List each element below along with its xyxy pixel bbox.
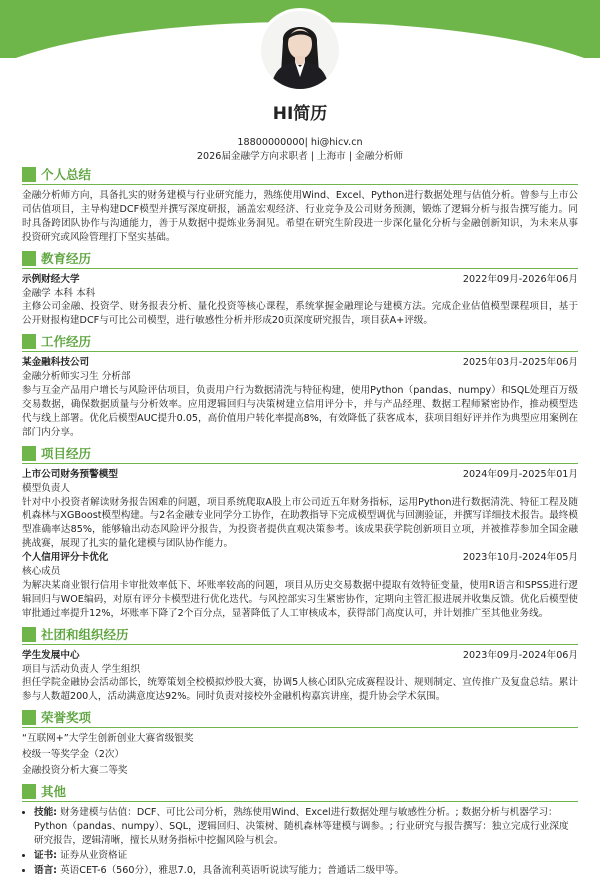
- work-entry: [22, 356, 578, 439]
- section-marker: [22, 784, 36, 799]
- item-label: 技能:: [34, 807, 58, 818]
- entry-subtitle: 金融学 本科 本科: [22, 287, 96, 299]
- entry-date: 2022年09月-2026年06月: [462, 273, 578, 285]
- avatar: [261, 11, 339, 89]
- section-marker: [22, 446, 36, 461]
- list-item: [34, 849, 578, 863]
- item-text: 财务建模与估值：DCF、可比公司分析，熟练使用Wind、Excel进行数据处理与敏感性分析。; 数据分析与机器学习：Python（pandas、numpy）、SQL，逻辑回归、决策树、随机森林等建模与调参。; 行业研究与报告撰写：独立完成行业深度研究报告，逻辑清晰，擅长从财务指标中挖掘风险与机会。: [34, 807, 569, 846]
- section-title: 工作经历: [41, 334, 92, 350]
- separator: |: [304, 137, 311, 148]
- honor-item: 金融投资分析大赛二等奖: [22, 765, 128, 777]
- entry-subtitle: 项目与活动负责人 学生组织: [22, 663, 141, 675]
- contact-line: [0, 136, 600, 150]
- entry-date: 2023年09月-2024年06月: [462, 649, 578, 661]
- section-header: [22, 626, 578, 645]
- section-header: [22, 250, 578, 269]
- entry-org: 示例财经大学: [22, 273, 80, 285]
- section-summary: [22, 166, 578, 245]
- campus-entry: [22, 649, 578, 705]
- section-header: [22, 166, 578, 185]
- section-marker: [22, 710, 36, 725]
- section-title: 教育经历: [41, 250, 92, 266]
- entry-header: [22, 649, 578, 663]
- item-text: 证券从业资格证: [60, 849, 128, 861]
- summary-text: 金融分析师方向，具备扎实的财务建模与行业研究能力，熟练使用Wind、Excel、Python进行数据处理与估值分析。曾参与上市公司估值项目，主导构建DCF模型并撰写深度研报，涵盖宏观经济、行业竞争及公司财务预测，锻炼了逻辑分析与报告撰写能力。同时具备跨团队协作与沟通能力，善于从数据中提炼业务洞见。希望在研究生阶段进一步深化量化分析与金融创新知识，为未来从事投资研究或风险管理打下坚实基础。: [22, 190, 578, 243]
- resume-body: [22, 166, 578, 883]
- entry-date: 2025年03月-2025年06月: [462, 357, 578, 369]
- entry-header: [22, 356, 578, 370]
- entry-org: 个人信用评分卡优化: [22, 552, 109, 564]
- entry-description: 针对中小投资者解读财务报告困难的问题，项目系统爬取A股上市公司近五年财务指标，运用Python进行数据清洗、特征工程及随机森林与XGBoost模型构建。与2名金融专业同学分工协作，在助教指导下完成模型调优与回测验证，并撰写详细技术报告。最终模型准确率达85%，能够输出动态风险评分报告，为投资者提供直观决策参考。该成果获学院创新项目立项，并被推荐参加全国金融挑战赛，展现了扎实的量化建模与团队协作能力。: [22, 496, 578, 550]
- entry-header: [22, 468, 578, 482]
- section-header: [22, 783, 578, 802]
- item-text: 英语CET-6（560分），雅思7.0，具备流利英语听说读写能力；普通话二级甲等。: [60, 864, 404, 876]
- section-campus: [22, 626, 578, 705]
- section-header: [22, 709, 578, 728]
- section-title: 个人总结: [41, 167, 92, 182]
- entry-description: 担任学院金融协会活动部长，统筹策划全校模拟炒股大赛，协调5人核心团队完成赛程设计、规则制定、宣传推广及复盘总结。累计参与人数超200人，活动满意度达92%。同时负责对接校外金融机构嘉宾讲座，提升协会学术氛围。: [22, 677, 578, 703]
- email-link[interactable]: hi@hicv.cn: [310, 137, 363, 148]
- section-marker: [22, 251, 36, 266]
- item-label: 语言:: [34, 864, 58, 876]
- entry-subtitle: 模型负责人: [22, 482, 70, 494]
- honor-item: 校级一等奖学金（2次）: [22, 749, 125, 761]
- entry-org: 学生发展中心: [22, 649, 80, 661]
- entry-org: 上市公司财务预警模型: [22, 468, 118, 480]
- project-entry: [22, 468, 578, 551]
- avatar-photo: [261, 11, 339, 89]
- section-work: [22, 333, 578, 439]
- section-other: [22, 783, 578, 878]
- section-title: 其他: [41, 784, 67, 799]
- phone-text: 18800000000: [237, 137, 305, 148]
- entry-org: 某金融科技公司: [22, 357, 90, 369]
- resume-name: HI简历: [272, 104, 328, 124]
- section-marker: [22, 334, 36, 349]
- section-header: [22, 333, 578, 352]
- entry-date: 2023年10月-2024年05月: [462, 552, 578, 564]
- section-title: 社团和组织经历: [41, 626, 129, 642]
- section-title: 项目经历: [41, 445, 92, 461]
- entry-date: 2024年09月-2025年01月: [462, 468, 578, 480]
- section-marker: [22, 627, 36, 642]
- entry-header: [22, 273, 578, 287]
- entry-subtitle: 金融分析师实习生 分析部: [22, 371, 131, 383]
- entry-description: 为解决某商业银行信用卡审批效率低下、坏账率较高的问题，项目从历史交易数据中提取有效特征变量，使用R语言和SPSS进行逻辑回归与WOE编码，对原有评分卡模型进行优化迭代。与风控部实习生紧密协作，定期向主管汇报进展并收集反馈。优化后模型使审批通过率提升12%，坏账率下降了2个百分点，显著降低了人工审核成本，获得部门高度认可，并计划推广至其他业务线。: [22, 579, 578, 619]
- section-education: [22, 250, 578, 329]
- section-header: [22, 445, 578, 464]
- meta-line: 2026届金融学方向求职者 | 上海市 | 金融分析师: [196, 151, 404, 163]
- entry-description: 参与互金产品用户增长与风险评估项目，负责用户行为数据清洗与特征构建，使用Python（pandas、numpy）和SQL处理百万级交易数据，确保数据质量与分析效率。应用逻辑回归与决策树建立信用评分卡，并与产品经理、数据工程师紧密协作，推动模型迭代与线上部署。优化后模型AUC提升0.05，高价值用户转化率提高8%，有效降低了获客成本，获项目组好评并作为典型应用案例在部门内分享。: [22, 385, 578, 438]
- other-list: [22, 806, 578, 878]
- section-projects: [22, 445, 578, 621]
- entry-description: 主修公司金融、投资学、财务报表分析、量化投资等核心课程，系统掌握金融理论与建模方法。完成企业估值模型课程项目，基于公开财报构建DCF与可比公司模型，进行敏感性分析并形成20页深度研究报告，项目获A+评级。: [22, 301, 578, 327]
- contact-block: [0, 136, 600, 165]
- section-honors: [22, 709, 578, 778]
- item-label: 证书:: [34, 849, 58, 861]
- education-entry: [22, 273, 578, 329]
- list-item: [34, 806, 578, 848]
- project-entry: [22, 551, 578, 621]
- honor-item: “互联网+”大学生创新创业大赛省级银奖: [22, 733, 194, 745]
- entry-header: [22, 551, 578, 565]
- entry-subtitle: 核心成员: [22, 566, 61, 578]
- section-marker: [22, 167, 36, 182]
- section-title: 荣誉奖项: [41, 710, 92, 726]
